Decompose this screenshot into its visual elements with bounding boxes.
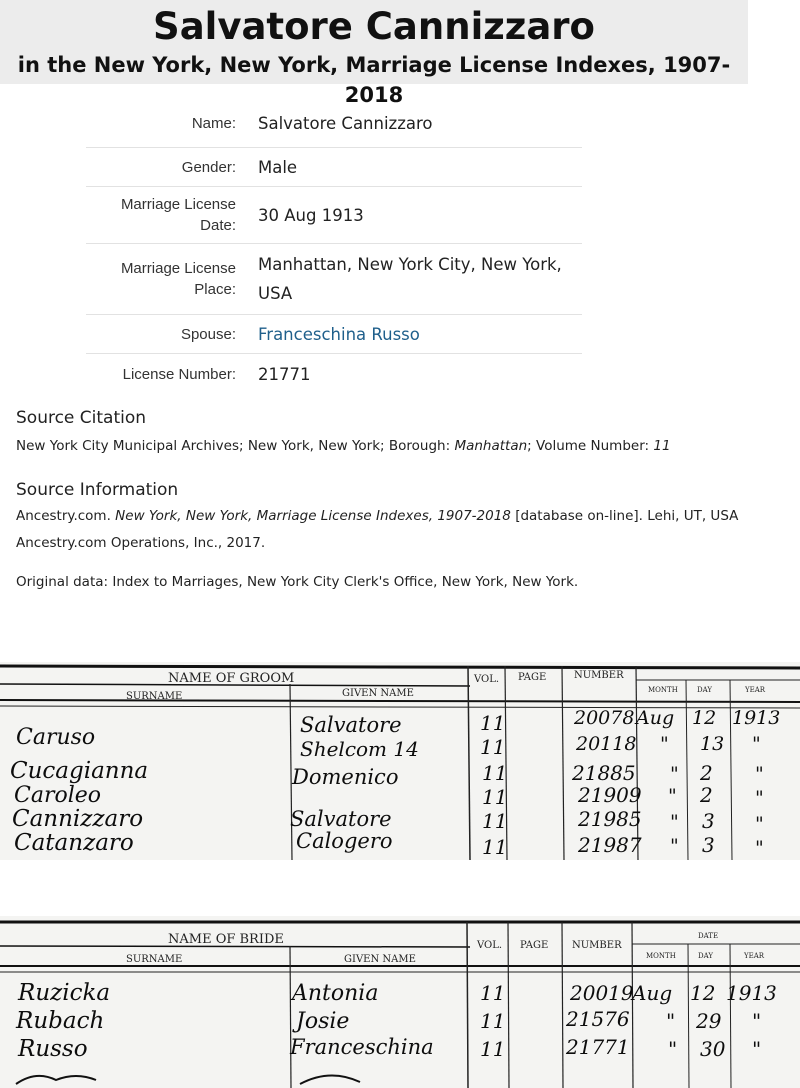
row-given: Franceschina	[290, 1035, 434, 1059]
row-month: "	[670, 835, 679, 857]
citation-mid: ; Volume Number:	[527, 438, 654, 454]
row-number: 21985	[578, 807, 642, 831]
spouse-link[interactable]: Franceschina Russo	[258, 324, 420, 344]
row-number: 21987	[578, 833, 642, 857]
row-vol: 11	[480, 735, 506, 759]
row-given: Domenico	[292, 765, 399, 789]
row-day: 13	[700, 733, 725, 755]
ledger-bride-col-date: DATE	[698, 932, 719, 940]
row-day: 29	[696, 1009, 722, 1033]
field-marriage-license-place	[86, 244, 582, 315]
ledger-groom-col-given: GIVEN NAME	[342, 688, 414, 699]
row-surname: Cannizzaro	[12, 806, 144, 832]
row-year: "	[752, 1037, 762, 1061]
row-number: 21909	[578, 783, 642, 807]
ledger-bride-col-page: PAGE	[520, 940, 549, 951]
row-month: "	[670, 811, 679, 833]
ledger-bride-section-header: NAME OF BRIDE	[168, 932, 284, 947]
ledger-groom-col-day: DAY	[697, 686, 713, 694]
row-number: 20078	[574, 707, 635, 729]
source-publisher: Ancestry.com.	[16, 508, 116, 524]
field-spouse	[86, 315, 582, 354]
source-information-line2: Ancestry.com Operations, Inc., 2017.	[16, 535, 266, 551]
field-license-number	[86, 354, 582, 394]
row-day: 2	[700, 783, 713, 807]
ledger-bride-col-given: GIVEN NAME	[344, 954, 416, 965]
row-day: 3	[702, 833, 715, 857]
row-vol: 11	[482, 809, 508, 833]
source-citation-text	[16, 438, 671, 454]
row-day: 2	[700, 761, 713, 785]
field-name	[86, 100, 582, 148]
row-day: 12	[690, 981, 716, 1005]
field-value: Salvatore Cannizzaro	[258, 114, 433, 133]
row-month: Aug	[636, 707, 675, 729]
row-number: 21885	[572, 761, 636, 785]
row-day: 12	[692, 707, 717, 729]
ledger-bride-col-year: YEAR	[744, 952, 765, 960]
page-subtitle: in the New York, New York, Marriage License Indexes, 1907-2018	[17, 53, 731, 107]
page-title: Salvatore Cannizzaro	[153, 5, 595, 48]
row-year: 1913	[726, 981, 777, 1005]
field-value: Male	[258, 157, 298, 177]
row-year: 1913	[732, 707, 781, 729]
row-year: "	[755, 763, 764, 785]
row-day: 3	[702, 809, 715, 833]
row-month: "	[668, 785, 677, 807]
row-vol: 11	[482, 835, 508, 859]
row-given: Calogero	[296, 829, 393, 853]
row-number: 20019	[570, 981, 634, 1005]
row-given: Antonia	[292, 981, 379, 1006]
row-month: "	[666, 1009, 676, 1033]
row-surname: Ruzicka	[18, 980, 111, 1006]
field-gender	[86, 148, 582, 187]
row-month: "	[660, 733, 669, 755]
field-label: Name:	[191, 115, 236, 132]
row-given: Josie	[296, 1009, 350, 1034]
row-surname: Russo	[18, 1036, 88, 1062]
row-day: 30	[700, 1037, 726, 1061]
row-month: Aug	[632, 981, 673, 1005]
source-citation-heading: Source Citation	[16, 408, 147, 428]
row-year: "	[755, 787, 764, 809]
row-vol: 11	[482, 785, 508, 809]
citation-borough: Manhattan	[454, 438, 528, 454]
citation-prefix: New York City Municipal Archives; New York, New York; Borough:	[16, 438, 455, 454]
field-value: 30 Aug 1913	[258, 205, 364, 225]
row-given: Salvatore	[300, 713, 402, 737]
row-number: 21576	[566, 1007, 630, 1031]
ledger-groom-col-vol: VOL.	[474, 674, 500, 685]
ledger-groom-col-number: NUMBER	[574, 670, 624, 681]
source-information-heading: Source Information	[16, 480, 179, 500]
ledger-groom-col-page: PAGE	[518, 672, 547, 683]
original-data-text: Original data: Index to Marriages, New York City Clerk's Office, New York, New York.	[16, 574, 579, 590]
field-label: Marriage License Place:	[120, 260, 236, 298]
record-details	[86, 100, 582, 394]
ledger-bride-col-month: MONTH	[646, 952, 676, 960]
row-vol: 11	[480, 981, 506, 1005]
page-header	[0, 0, 748, 107]
row-number: 20118	[576, 733, 637, 755]
bride-ledger-image	[0, 916, 800, 1088]
ledger-groom-section-header: NAME OF GROOM	[168, 671, 295, 686]
row-vol: 11	[480, 711, 506, 735]
ledger-groom-col-month: MONTH	[648, 686, 678, 694]
row-year: "	[755, 837, 764, 859]
ledger-bride-col-vol: VOL.	[477, 940, 503, 951]
field-label: Gender:	[181, 158, 236, 176]
row-surname: Cucagianna	[10, 758, 149, 784]
row-surname: Catanzaro	[14, 830, 134, 856]
row-year: "	[752, 1009, 762, 1033]
row-given: Shelcom 14	[300, 737, 419, 761]
field-label: Spouse:	[180, 325, 236, 343]
ledger-bride-col-surname: SURNAME	[126, 954, 183, 965]
row-month: "	[670, 763, 679, 785]
row-surname: Rubach	[16, 1008, 105, 1034]
row-vol: 11	[480, 1037, 506, 1061]
row-year: "	[755, 813, 764, 835]
field-label: License Number:	[122, 365, 236, 383]
field-label: Marriage License Date:	[120, 196, 236, 234]
source-suffix: [database on-line]. Lehi, UT, USA	[510, 508, 739, 524]
row-vol: 11	[480, 1009, 506, 1033]
row-number: 21771	[566, 1035, 630, 1059]
groom-ledger-image	[0, 662, 800, 860]
row-month: "	[668, 1037, 678, 1061]
source-database: New York, New York, Marriage License Indexes, 1907-2018	[115, 508, 511, 524]
citation-volume: 11	[653, 438, 671, 454]
row-surname: Caruso	[16, 725, 96, 750]
ledger-groom-col-year: YEAR	[745, 686, 766, 694]
field-value: 21771	[258, 364, 311, 384]
ledger-bride-col-number: NUMBER	[572, 940, 622, 951]
row-given: Salvatore	[290, 807, 392, 831]
row-vol: 11	[482, 761, 508, 785]
field-marriage-license-date	[86, 187, 582, 244]
source-information-line1	[16, 508, 738, 524]
row-surname: Caroleo	[14, 783, 102, 808]
row-year: "	[752, 733, 761, 755]
field-value: Manhattan, New York City, New York, USA	[258, 255, 562, 303]
ledger-groom-col-surname: SURNAME	[126, 691, 183, 702]
ledger-bride-col-day: DAY	[698, 952, 714, 960]
